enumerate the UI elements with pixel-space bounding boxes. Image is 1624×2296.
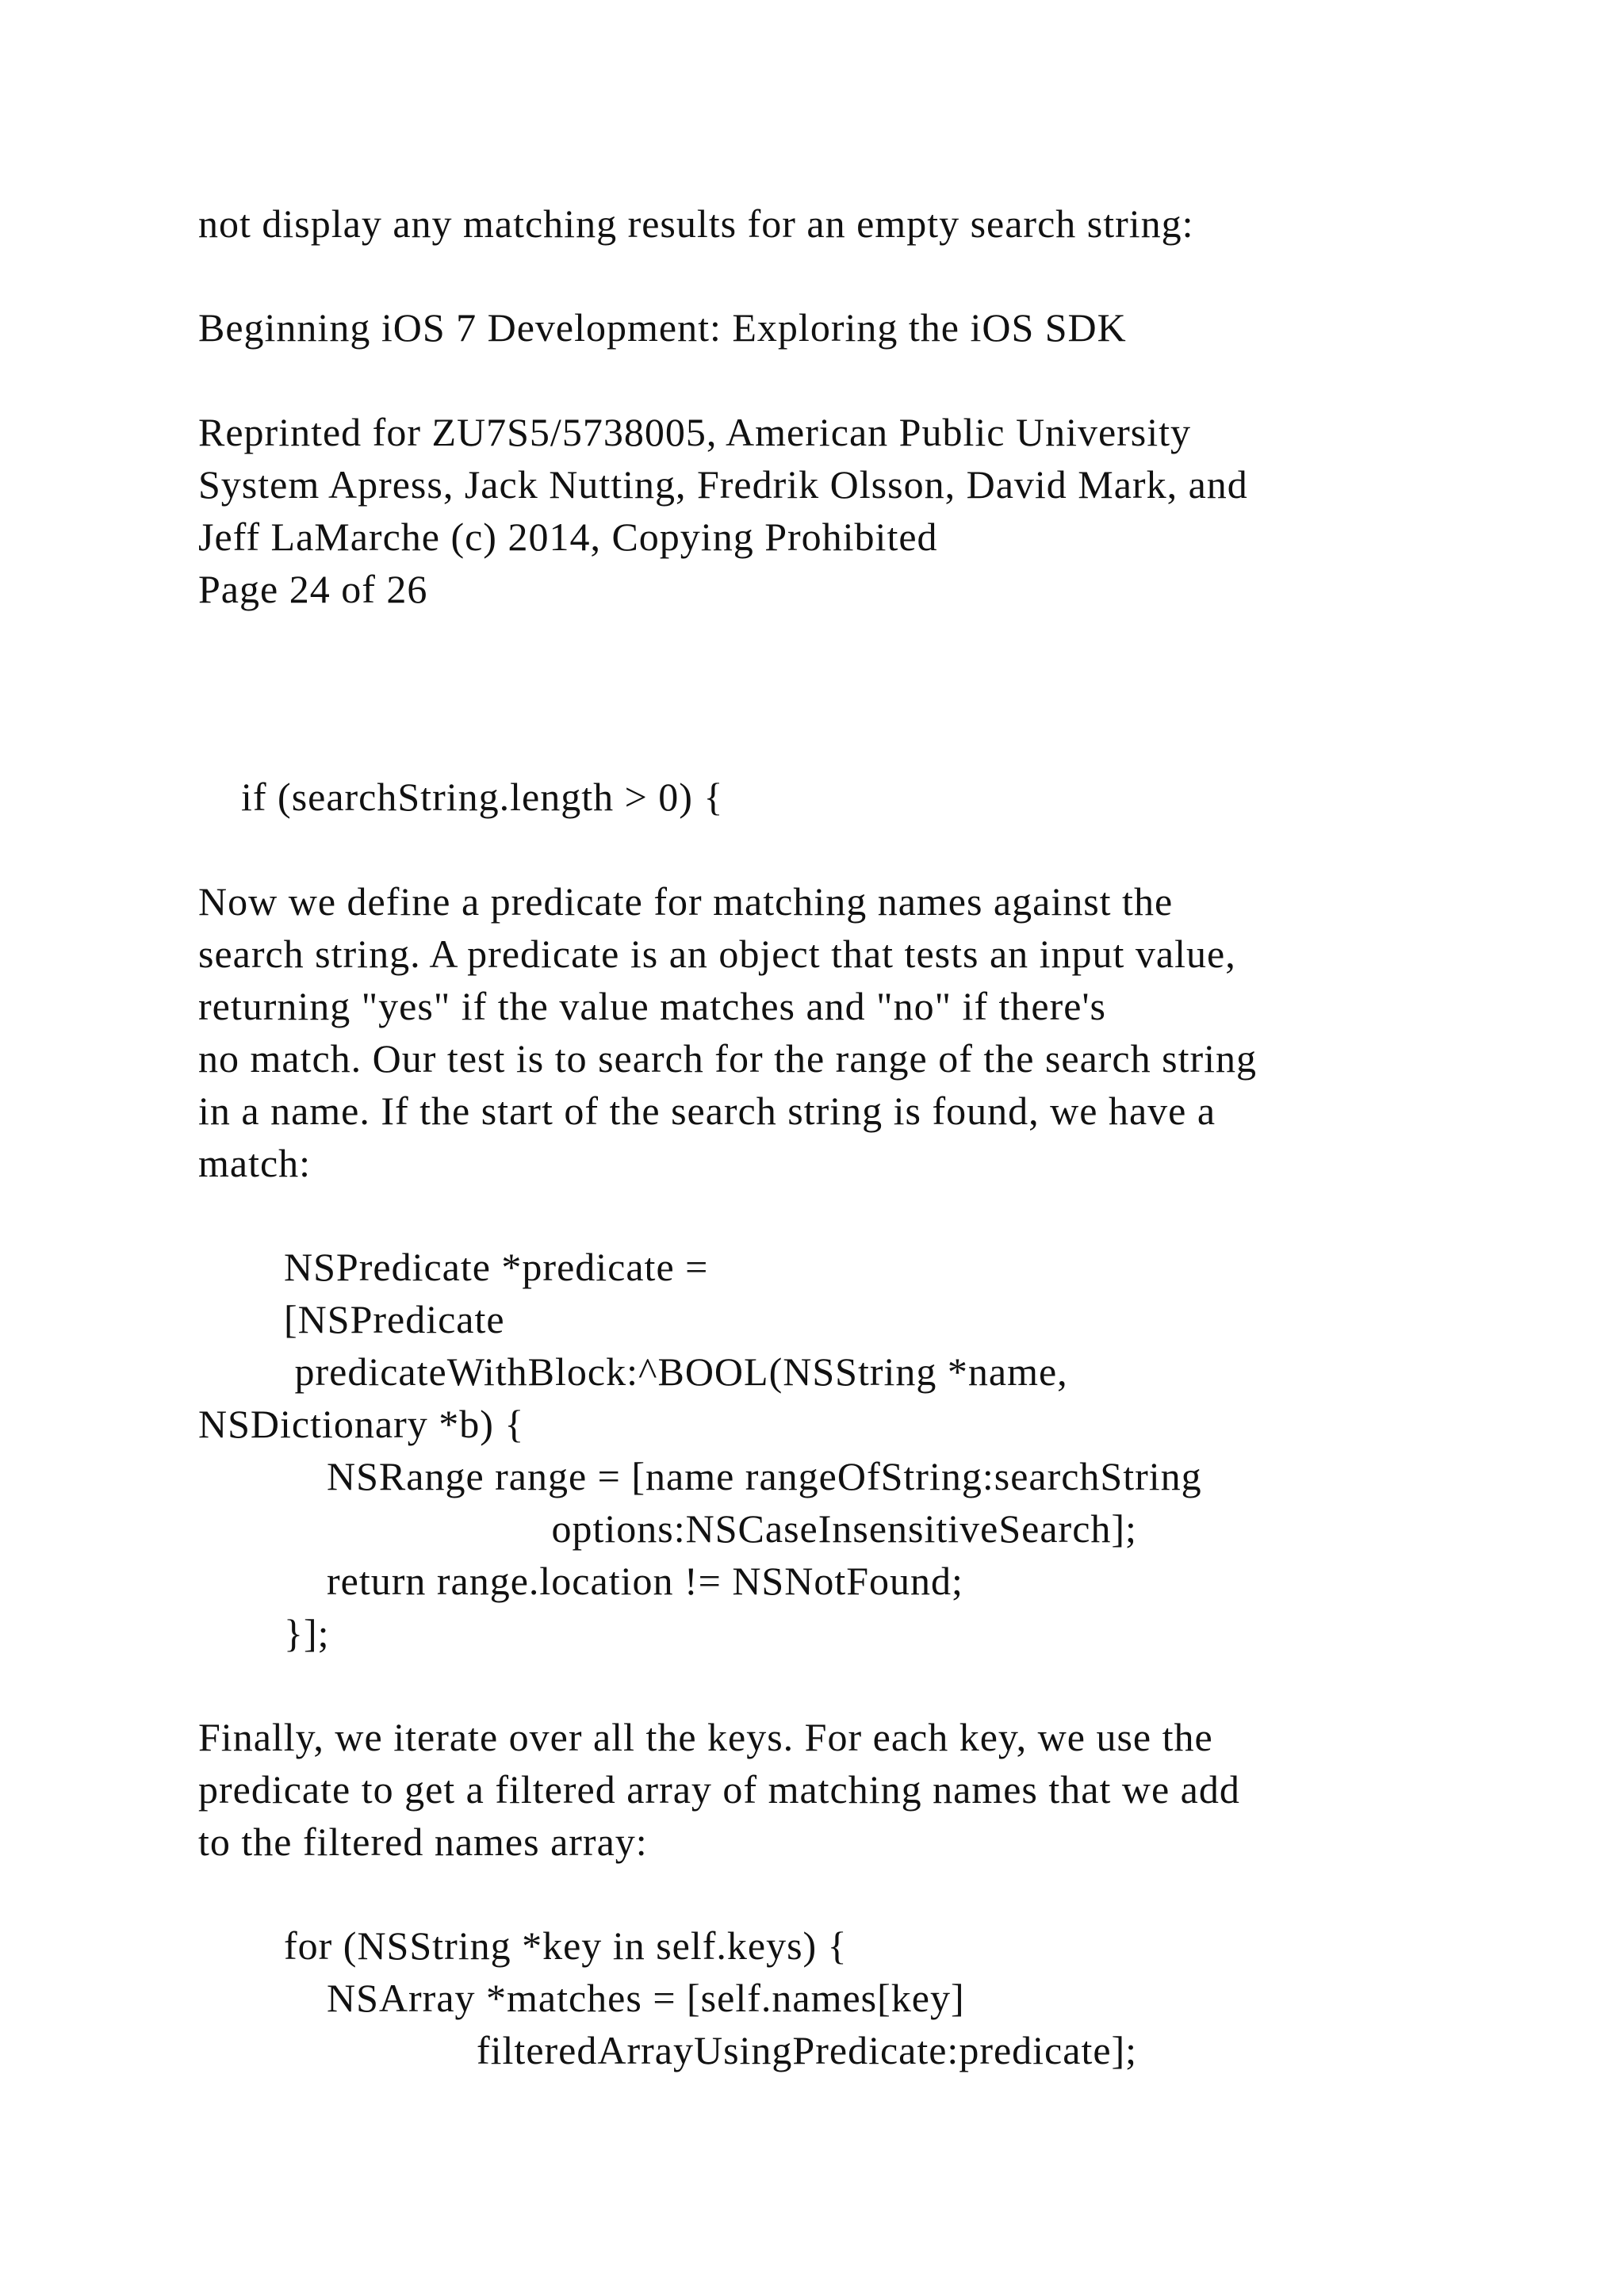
paragraph-predicate-line-1: Now we define a predicate for matching names against the: [198, 879, 1174, 924]
book-title: Beginning iOS 7 Development: Exploring the iOS SDK: [198, 305, 1127, 350]
reprint-notice-line-2: System Apress, Jack Nutting, Fredrik Olsson, David Mark, and: [198, 462, 1248, 507]
paragraph-predicate-line-6: match:: [198, 1141, 312, 1185]
reprint-notice-line-1: Reprinted for ZU7S5/5738005, American Public University: [198, 410, 1192, 454]
paragraph-iterate-line-3: to the filtered names array:: [198, 1820, 648, 1864]
code-predicate-line-3: predicateWithBlock:^BOOL(NSString *name,: [198, 1349, 1068, 1394]
code-predicate-line-1: NSPredicate *predicate =: [198, 1245, 709, 1289]
code-loop-line-1: for (NSString *key in self.keys) {: [198, 1923, 848, 1968]
reprint-notice-line-3: Jeff LaMarche (c) 2014, Copying Prohibited: [198, 515, 938, 559]
code-if-line: if (searchString.length > 0) {: [198, 775, 724, 819]
paragraph-predicate-line-3: returning "yes" if the value matches and "no" if there's: [198, 984, 1106, 1028]
paragraph-predicate-line-4: no match. Our test is to search for the range of the search string: [198, 1036, 1258, 1081]
paragraph-predicate-line-2: search string. A predicate is an object that tests an input value,: [198, 932, 1236, 976]
code-predicate-line-8: }];: [198, 1611, 330, 1655]
code-loop-line-2: NSArray *matches = [self.names[key]: [198, 1976, 965, 2020]
intro-line: not display any matching results for an empty search string:: [198, 201, 1194, 246]
paragraph-predicate-line-5: in a name. If the start of the search string is found, we have a: [198, 1089, 1216, 1133]
code-predicate-line-2: [NSPredicate: [198, 1297, 505, 1341]
page-number: Page 24 of 26: [198, 567, 428, 611]
code-predicate-line-4: NSDictionary *b) {: [198, 1402, 525, 1446]
code-predicate-line-5: NSRange range = [name rangeOfString:searchString: [198, 1454, 1202, 1498]
code-loop-line-3: filteredArrayUsingPredicate:predicate];: [198, 2028, 1138, 2072]
paragraph-iterate-line-1: Finally, we iterate over all the keys. For each key, we use the: [198, 1715, 1213, 1759]
paragraph-iterate-line-2: predicate to get a filtered array of matching names that we add: [198, 1767, 1240, 1812]
code-predicate-line-7: return range.location != NSNotFound;: [198, 1559, 963, 1603]
code-predicate-line-6: options:NSCaseInsensitiveSearch];: [198, 1506, 1137, 1551]
